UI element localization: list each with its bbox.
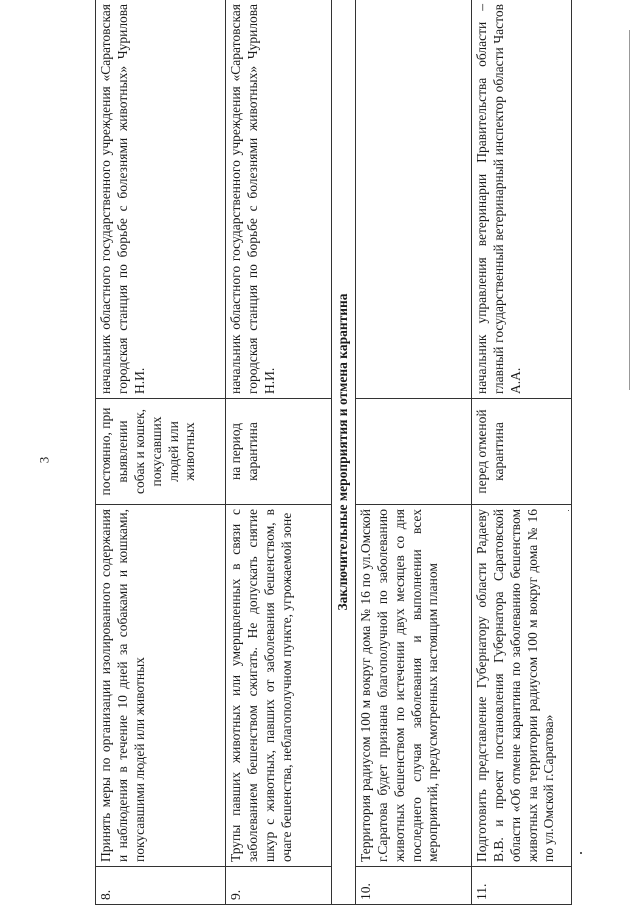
- page-number: 3: [36, 456, 52, 464]
- section-header-row: [332, 0, 356, 905]
- measures-table: [95, 0, 572, 905]
- measure-cell: Территория радиусом 100 м вокруг дома № 16 по ул.Омской г.Саратова будет признана благополучной по заболеванию животных бешенством по истечении двух месяцев со дня последнего случая заболевания и выполнении всех мероприятий, предусмотренных настоящим планом: [355, 505, 471, 867]
- measure-cell: Трупы павших животных или умерщвленных в связи с заболеванием бешенством сжигать. Не допускать снятие шкур с животных, павших от заболевания бешенством, в очаге бешенства, неблагополучном пункте, угрожаемой зоне: [226, 505, 332, 867]
- responsible-cell: начальник областного государственного учреждения «Саратовская городская станция по борьбе с болезнями животных» Чурилова Н.И.: [226, 0, 332, 399]
- scan-mark: [568, 510, 569, 511]
- table-row: [226, 0, 332, 905]
- section-title: Заключительные мероприятия и отмена карантина: [332, 0, 356, 905]
- responsible-cell: начальник управления ветеринарии Правительства области – главный государственный ветеринарный инспектор области Частов А.А.: [471, 0, 571, 399]
- responsible-cell: [355, 0, 471, 399]
- scan-mark: [580, 852, 582, 854]
- rotated-table-container: [95, 0, 557, 905]
- deadline-cell: на период карантина: [226, 399, 332, 505]
- row-number: 8.: [96, 867, 226, 905]
- responsible-cell: начальник областного государственного учреждения «Саратовская городская станция по борьбе с болезнями животных» Чурилова Н.И.: [96, 0, 226, 399]
- measure-cell: Принять меры по организации изолированного содержания и наблюдения в течение 10 дней за собаками и кошками, покусавшими людей или животных: [96, 505, 226, 867]
- measure-cell: Подготовить представление Губернатору области Радаеву В.В. и проект постановления Губернатора Саратовской области «Об отмене карантина по заболеванию бешенством животных на территории радиусом 100 м вокруг дома № 16 по ул.Омской г.Саратова»: [471, 505, 571, 867]
- table-row: [355, 0, 471, 905]
- scan-mark: [629, 30, 630, 390]
- row-number: 11.: [471, 867, 571, 905]
- deadline-cell: постоянно, при выявлении собак и кошек, покусавших людей или животных: [96, 399, 226, 505]
- table-row: [96, 0, 226, 905]
- deadline-cell: [355, 399, 471, 505]
- row-number: 9.: [226, 867, 332, 905]
- table-row: [471, 0, 571, 905]
- deadline-cell: перед отменой карантина: [471, 399, 571, 505]
- row-number: 10.: [355, 867, 471, 905]
